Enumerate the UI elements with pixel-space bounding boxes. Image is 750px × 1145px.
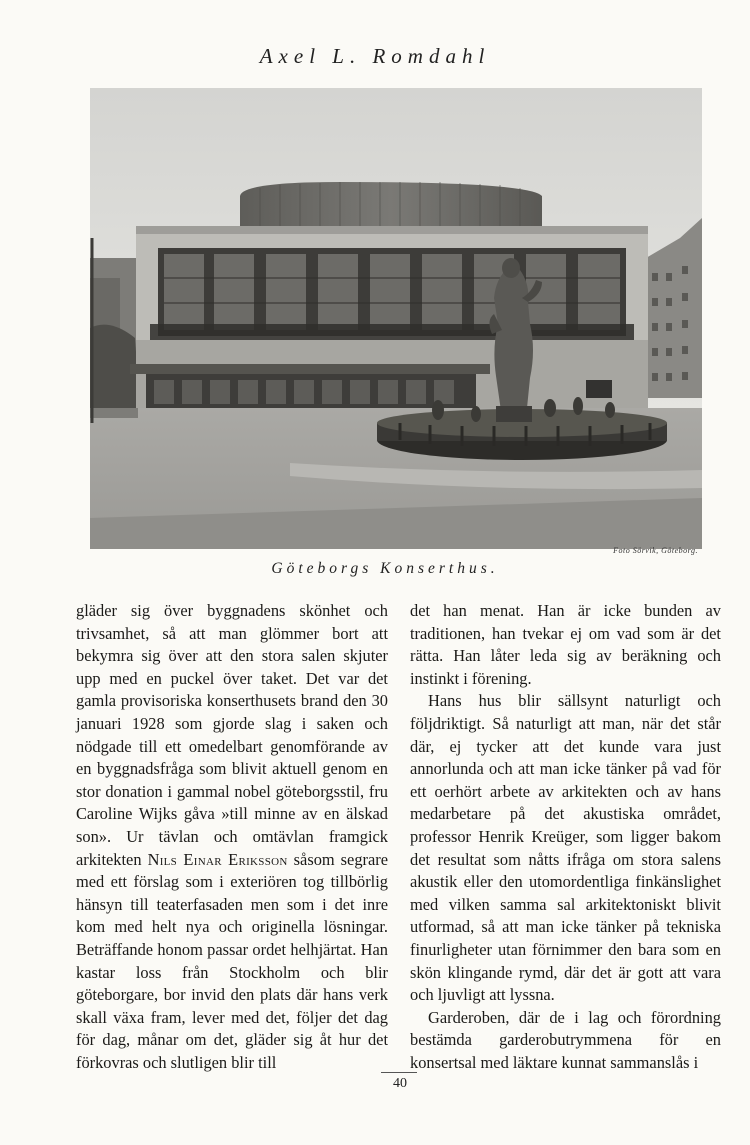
page-number-rule (381, 1072, 417, 1073)
photo-credit: Foto Sörvik, Göteborg. (613, 546, 698, 555)
concert-hall-photo (90, 88, 702, 549)
paragraph: det han menat. Han är icke bunden av traditionen, han tvekar ej om vad som är det rätta. Han låter leda sig av beräkning och instinkt i förening. (410, 601, 721, 688)
architect-name: Nils Einar Eriksson (147, 849, 288, 869)
figure-caption: Göteborgs Konserthus. (271, 560, 499, 577)
paragraph: Hans hus blir sällsynt naturligt och följdriktigt. Så naturligt att man, när det står där, ej tycker att det kunde vara just annorlunda och att man icke tänker på vad för ett oerhört arbete av arkitekten och av hans medarbetare på det akustiska området, professor Henrik Kreüger, som ligger bakom det resultat som nåtts ifråga om stora salens akustik eller den utomordentliga finkänslighet med vilken samma sal arkitektoniskt blivit utformad, så att man icke tänker på tekniska finurligheter utan förnimmer den bara som en skön klingande rymd, där det är gott att vara och ljuvligt att lyssna. (410, 691, 721, 1005)
page-number: 40 (393, 1076, 407, 1091)
paragraph-text: såsom segrare med ett förslag som i exteriören tog tillbörlig hänsyn till teaterfasaden men som i det inre kom med helt nya och originella lösningar. Beträffande honom passar ordet helhjärtat. Han kastar loss från Stockholm och blir göteborgare, bor invid den plats där hans verk skall växa fram, lever med det, följer det dag för dag, månar om det, gläder sig åt hur det förkovras och slutligen blir till (76, 849, 388, 1072)
paragraph-text: gläder sig över byggnadens skönhet och trivsamhet, så att man glömmer bort att bekymra sig över att den stora salen skjuter upp med en puckel över taket. Det var det gamla provisoriska konserthusets brand den 30 januari 1928 som gjorde slag i saken och nödgade till ett omedelbart genomförande av en byggnadsfråga som blivit aktuell genom en stor donation i gammal nobel göteborgsstil, fru Caroline Wijks gåva »till minne av en älskad son». Ur tävlan och omtävlan framgick arkitekten (76, 601, 388, 869)
running-header: Axel L. Romdahl (259, 44, 491, 68)
text-column-right (410, 600, 721, 1074)
paragraph (76, 600, 388, 1074)
paragraph: Garderoben, där de i lag och förordning bestämda garderobutrymmena för en konsertsal med läktare kunnat sammanslås i (410, 1007, 721, 1072)
text-column-left (76, 600, 388, 1074)
